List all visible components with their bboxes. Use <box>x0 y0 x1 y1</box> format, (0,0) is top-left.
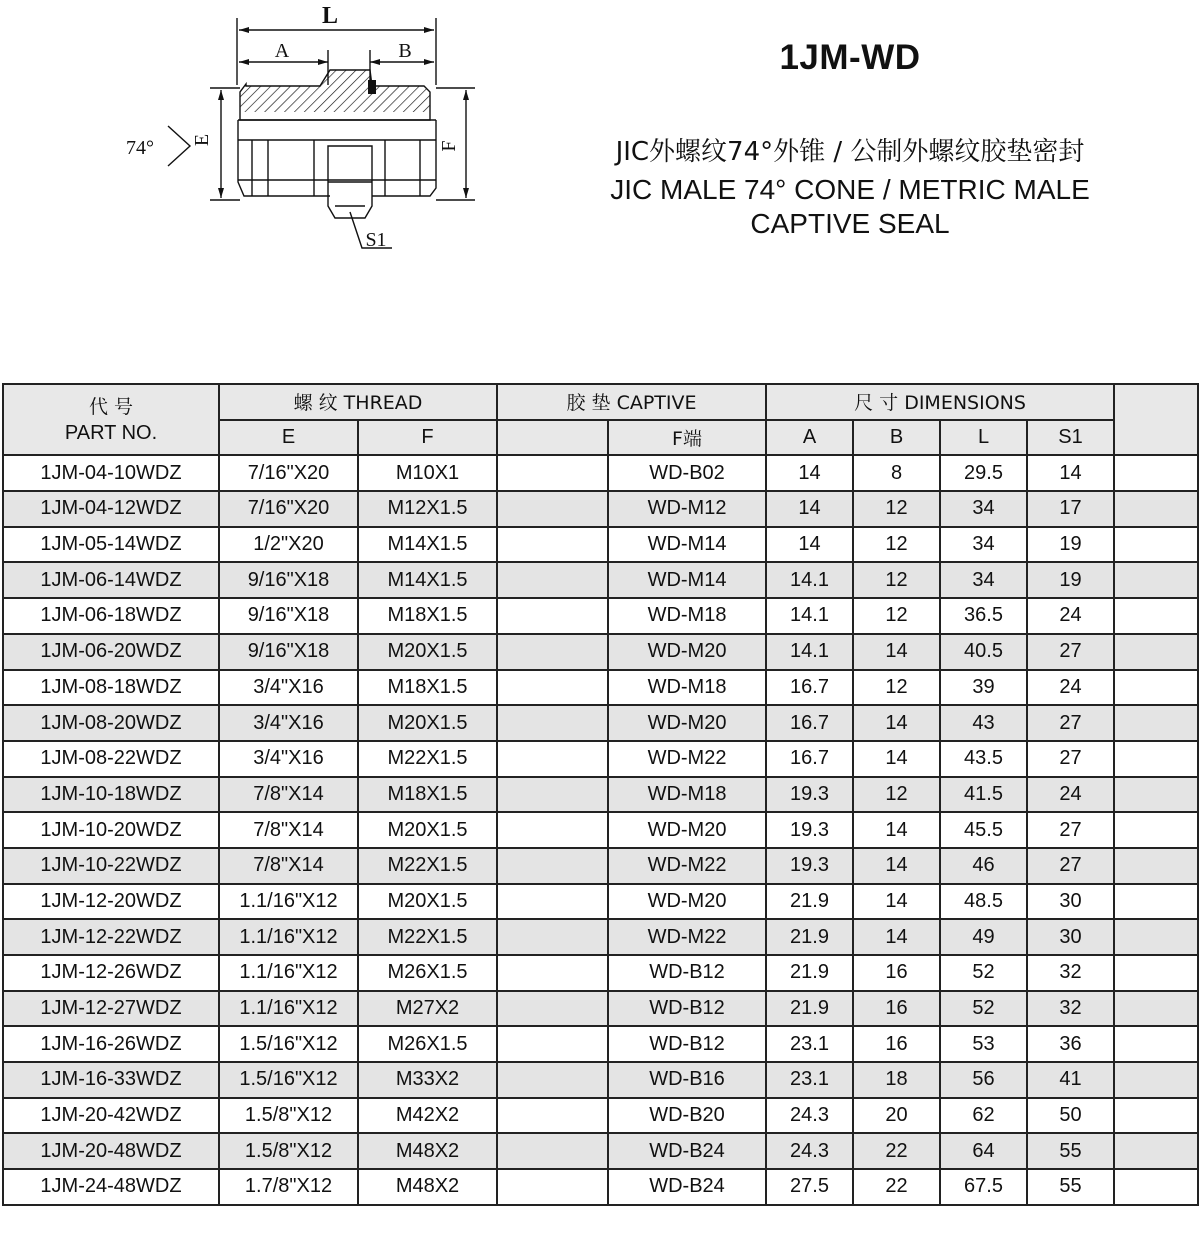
cell-dim-S1: 30 <box>1027 919 1114 955</box>
cell-captive: WD-M22 <box>608 741 766 777</box>
cell-dim-A: 14 <box>766 527 853 563</box>
cell-part-no: 1JM-06-20WDZ <box>3 634 219 670</box>
cell-captive: WD-M18 <box>608 670 766 706</box>
cell-captive: WD-B16 <box>608 1062 766 1098</box>
cell-dim-S1: 32 <box>1027 991 1114 1027</box>
cell-dim-L: 34 <box>940 527 1027 563</box>
cell-thread-E: 7/8"X14 <box>219 848 358 884</box>
cell-part-no: 1JM-16-26WDZ <box>3 1026 219 1062</box>
cell-blank <box>1114 1098 1198 1134</box>
cell-dim-S1: 55 <box>1027 1169 1114 1205</box>
table-row <box>3 741 1198 777</box>
cell-thread-E: 1.1/16"X12 <box>219 919 358 955</box>
cell-blank <box>1114 1062 1198 1098</box>
cell-thread-F: M26X1.5 <box>358 955 497 991</box>
cell-dim-L: 43 <box>940 705 1027 741</box>
cell-part-no: 1JM-06-14WDZ <box>3 562 219 598</box>
cell-captive: WD-M12 <box>608 491 766 527</box>
cell-captive: WD-M22 <box>608 919 766 955</box>
cell-dim-L: 43.5 <box>940 741 1027 777</box>
cell-blank <box>1114 634 1198 670</box>
subtitle-english-line1: JIC MALE 74° CONE / METRIC MALE <box>610 174 1090 205</box>
cell-dim-B: 16 <box>853 955 940 991</box>
cell-blank <box>1114 491 1198 527</box>
header-dimensions: 尺 寸 DIMENSIONS <box>766 384 1114 420</box>
cell-thread-E: 1/2"X20 <box>219 527 358 563</box>
cell-dim-B: 12 <box>853 527 940 563</box>
cell-part-no: 1JM-08-20WDZ <box>3 705 219 741</box>
cell-dim-L: 40.5 <box>940 634 1027 670</box>
cell-dim-B: 8 <box>853 455 940 491</box>
cell-dim-L: 39 <box>940 670 1027 706</box>
cell-blank <box>497 670 608 706</box>
cell-blank <box>497 1026 608 1062</box>
cell-dim-B: 14 <box>853 919 940 955</box>
header-part-en: PART NO. <box>64 421 158 444</box>
cell-dim-S1: 30 <box>1027 884 1114 920</box>
dim-label-S1: S1 <box>365 229 387 251</box>
dim-label-F: F <box>438 140 460 152</box>
cell-blank <box>1114 919 1198 955</box>
cell-captive: WD-M20 <box>608 884 766 920</box>
subtitle-chinese: JIC外螺纹74°外锥 / 公制外螺纹胶垫密封 <box>615 137 1085 167</box>
cell-blank <box>497 455 608 491</box>
cell-dim-S1: 24 <box>1027 777 1114 813</box>
cell-thread-E: 9/16"X18 <box>219 598 358 634</box>
cell-captive: WD-M18 <box>608 777 766 813</box>
table-row <box>3 491 1198 527</box>
cell-thread-F: M27X2 <box>358 991 497 1027</box>
cell-dim-A: 21.9 <box>766 991 853 1027</box>
cell-part-no: 1JM-08-22WDZ <box>3 741 219 777</box>
table-row <box>3 812 1198 848</box>
header-col-captive-blank <box>497 420 608 456</box>
cell-blank <box>497 848 608 884</box>
dim-label-E: E <box>191 133 213 147</box>
cell-dim-L: 49 <box>940 919 1027 955</box>
cell-thread-F: M22X1.5 <box>358 919 497 955</box>
table-row <box>3 991 1198 1027</box>
cell-blank <box>497 1062 608 1098</box>
cell-dim-B: 14 <box>853 705 940 741</box>
cell-dim-L: 34 <box>940 491 1027 527</box>
cell-blank <box>497 919 608 955</box>
cell-thread-E: 9/16"X18 <box>219 562 358 598</box>
header-col-F: F <box>358 420 497 456</box>
cell-part-no: 1JM-24-48WDZ <box>3 1169 219 1205</box>
cell-part-no: 1JM-12-26WDZ <box>3 955 219 991</box>
cell-thread-E: 1.7/8"X12 <box>219 1169 358 1205</box>
cell-dim-A: 21.9 <box>766 955 853 991</box>
cell-thread-F: M18X1.5 <box>358 777 497 813</box>
cell-part-no: 1JM-12-20WDZ <box>3 884 219 920</box>
cell-dim-S1: 27 <box>1027 705 1114 741</box>
cell-dim-A: 21.9 <box>766 884 853 920</box>
cell-dim-S1: 27 <box>1027 741 1114 777</box>
table-row <box>3 919 1198 955</box>
cell-blank <box>497 812 608 848</box>
cell-dim-L: 67.5 <box>940 1169 1027 1205</box>
cell-captive: WD-M20 <box>608 634 766 670</box>
table-row <box>3 705 1198 741</box>
cell-dim-S1: 27 <box>1027 812 1114 848</box>
cell-blank <box>1114 955 1198 991</box>
cell-blank <box>1114 1026 1198 1062</box>
cell-blank <box>497 991 608 1027</box>
cell-part-no: 1JM-04-10WDZ <box>3 455 219 491</box>
cell-blank <box>1114 527 1198 563</box>
cell-thread-F: M18X1.5 <box>358 598 497 634</box>
cell-blank <box>1114 562 1198 598</box>
table-row <box>3 455 1198 491</box>
cell-blank <box>497 1133 608 1169</box>
cell-dim-B: 14 <box>853 812 940 848</box>
cell-thread-F: M20X1.5 <box>358 634 497 670</box>
cell-captive: WD-B24 <box>608 1133 766 1169</box>
cell-part-no: 1JM-20-42WDZ <box>3 1098 219 1134</box>
cell-blank <box>497 777 608 813</box>
cell-blank <box>497 634 608 670</box>
header-col-E: E <box>219 420 358 456</box>
cell-captive: WD-B12 <box>608 991 766 1027</box>
cell-dim-S1: 17 <box>1027 491 1114 527</box>
cell-dim-L: 34 <box>940 562 1027 598</box>
cell-captive: WD-B24 <box>608 1169 766 1205</box>
cell-captive: WD-M20 <box>608 705 766 741</box>
cell-dim-S1: 50 <box>1027 1098 1114 1134</box>
cell-captive: WD-M22 <box>608 848 766 884</box>
cell-dim-L: 52 <box>940 955 1027 991</box>
table-row <box>3 777 1198 813</box>
angle-label: 74° <box>126 137 154 159</box>
cell-blank <box>1114 670 1198 706</box>
cell-thread-E: 1.5/16"X12 <box>219 1062 358 1098</box>
cell-dim-S1: 27 <box>1027 634 1114 670</box>
cell-dim-B: 12 <box>853 598 940 634</box>
header-col-B: B <box>853 420 940 456</box>
cell-dim-B: 12 <box>853 777 940 813</box>
cell-dim-A: 24.3 <box>766 1133 853 1169</box>
table-row <box>3 634 1198 670</box>
table-row <box>3 848 1198 884</box>
cell-dim-B: 22 <box>853 1169 940 1205</box>
cell-thread-F: M26X1.5 <box>358 1026 497 1062</box>
cell-thread-E: 3/4"X16 <box>219 705 358 741</box>
cell-blank <box>1114 848 1198 884</box>
cell-blank <box>1114 1133 1198 1169</box>
cell-thread-E: 1.5/16"X12 <box>219 1026 358 1062</box>
cell-dim-B: 18 <box>853 1062 940 1098</box>
cell-part-no: 1JM-10-18WDZ <box>3 777 219 813</box>
cell-dim-L: 48.5 <box>940 884 1027 920</box>
cell-thread-E: 9/16"X18 <box>219 634 358 670</box>
header-part-cn: 代 号 <box>88 395 134 418</box>
table-row <box>3 1098 1198 1134</box>
cell-dim-B: 16 <box>853 991 940 1027</box>
cell-blank <box>497 884 608 920</box>
cell-dim-A: 14 <box>766 455 853 491</box>
cell-thread-F: M22X1.5 <box>358 741 497 777</box>
cell-part-no: 1JM-12-22WDZ <box>3 919 219 955</box>
header-col-L: L <box>940 420 1027 456</box>
cell-dim-A: 21.9 <box>766 919 853 955</box>
table-row <box>3 527 1198 563</box>
cell-captive: WD-M14 <box>608 527 766 563</box>
cell-blank <box>497 527 608 563</box>
cell-dim-A: 24.3 <box>766 1098 853 1134</box>
cell-thread-F: M48X2 <box>358 1133 497 1169</box>
cell-thread-E: 7/8"X14 <box>219 812 358 848</box>
cell-thread-F: M42X2 <box>358 1098 497 1134</box>
header-captive: 胶 垫 CAPTIVE <box>497 384 766 420</box>
header-blank <box>1114 384 1198 455</box>
table-header-row <box>3 384 1198 420</box>
table-row <box>3 955 1198 991</box>
cell-blank <box>1114 598 1198 634</box>
cell-dim-S1: 19 <box>1027 562 1114 598</box>
cell-thread-E: 1.5/8"X12 <box>219 1098 358 1134</box>
cell-captive: WD-B02 <box>608 455 766 491</box>
dim-label-B: B <box>398 40 412 62</box>
cell-dim-A: 23.1 <box>766 1026 853 1062</box>
cell-captive: WD-B12 <box>608 1026 766 1062</box>
table-row <box>3 1026 1198 1062</box>
cell-captive: WD-M14 <box>608 562 766 598</box>
cell-thread-E: 3/4"X16 <box>219 741 358 777</box>
cell-thread-E: 1.1/16"X12 <box>219 884 358 920</box>
header-thread: 螺 纹 THREAD <box>219 384 497 420</box>
cell-thread-F: M20X1.5 <box>358 705 497 741</box>
cell-dim-S1: 24 <box>1027 670 1114 706</box>
cell-captive: WD-M20 <box>608 812 766 848</box>
cell-thread-F: M14X1.5 <box>358 527 497 563</box>
cell-dim-S1: 19 <box>1027 527 1114 563</box>
cell-dim-B: 14 <box>853 884 940 920</box>
cell-dim-A: 19.3 <box>766 848 853 884</box>
dim-label-A: A <box>274 40 290 62</box>
cell-dim-S1: 24 <box>1027 598 1114 634</box>
table-row <box>3 1062 1198 1098</box>
cell-dim-B: 12 <box>853 491 940 527</box>
cell-dim-B: 22 <box>853 1133 940 1169</box>
cell-dim-A: 16.7 <box>766 741 853 777</box>
cell-blank <box>1114 741 1198 777</box>
table-row <box>3 1133 1198 1169</box>
cell-thread-F: M22X1.5 <box>358 848 497 884</box>
cell-blank <box>497 705 608 741</box>
cell-dim-A: 19.3 <box>766 777 853 813</box>
cell-dim-S1: 27 <box>1027 848 1114 884</box>
cell-blank <box>497 1169 608 1205</box>
page-title: 1JM-WD <box>779 38 921 77</box>
cell-captive: WD-B12 <box>608 955 766 991</box>
cell-blank <box>497 562 608 598</box>
spec-table <box>2 383 1199 1206</box>
dim-label-L: L <box>321 3 339 29</box>
cell-dim-B: 20 <box>853 1098 940 1134</box>
cell-blank <box>497 598 608 634</box>
cell-dim-A: 14 <box>766 491 853 527</box>
cell-blank <box>1114 777 1198 813</box>
cell-dim-S1: 32 <box>1027 955 1114 991</box>
cell-dim-L: 36.5 <box>940 598 1027 634</box>
cell-dim-L: 64 <box>940 1133 1027 1169</box>
table-row <box>3 1169 1198 1205</box>
cell-blank <box>497 1098 608 1134</box>
table-row <box>3 598 1198 634</box>
cell-dim-B: 14 <box>853 634 940 670</box>
cell-dim-A: 16.7 <box>766 705 853 741</box>
cell-blank <box>1114 884 1198 920</box>
cell-thread-E: 7/8"X14 <box>219 777 358 813</box>
cell-thread-E: 3/4"X16 <box>219 670 358 706</box>
cell-dim-L: 56 <box>940 1062 1027 1098</box>
cell-dim-A: 14.1 <box>766 598 853 634</box>
cell-dim-A: 14.1 <box>766 562 853 598</box>
cell-part-no: 1JM-06-18WDZ <box>3 598 219 634</box>
cell-dim-L: 62 <box>940 1098 1027 1134</box>
header-col-S1: S1 <box>1027 420 1114 456</box>
cell-part-no: 1JM-20-48WDZ <box>3 1133 219 1169</box>
cell-dim-B: 12 <box>853 670 940 706</box>
cell-blank <box>1114 705 1198 741</box>
cell-thread-E: 7/16"X20 <box>219 455 358 491</box>
cell-part-no: 1JM-08-18WDZ <box>3 670 219 706</box>
cell-dim-A: 23.1 <box>766 1062 853 1098</box>
cell-blank <box>497 955 608 991</box>
cell-dim-L: 52 <box>940 991 1027 1027</box>
cell-part-no: 1JM-05-14WDZ <box>3 527 219 563</box>
table-row <box>3 562 1198 598</box>
cell-dim-A: 19.3 <box>766 812 853 848</box>
cell-dim-L: 29.5 <box>940 455 1027 491</box>
header-part-no <box>3 384 219 455</box>
cell-thread-F: M20X1.5 <box>358 884 497 920</box>
cell-part-no: 1JM-10-20WDZ <box>3 812 219 848</box>
cell-dim-L: 45.5 <box>940 812 1027 848</box>
header-col-F-end: F端 <box>608 420 766 456</box>
cell-dim-B: 16 <box>853 1026 940 1062</box>
cell-captive: WD-B20 <box>608 1098 766 1134</box>
cell-blank <box>1114 455 1198 491</box>
cell-thread-F: M12X1.5 <box>358 491 497 527</box>
cell-blank <box>1114 1169 1198 1205</box>
cell-thread-F: M33X2 <box>358 1062 497 1098</box>
cell-blank <box>497 491 608 527</box>
cell-dim-S1: 55 <box>1027 1133 1114 1169</box>
subtitle-english-line2: CAPTIVE SEAL <box>750 208 950 239</box>
table-body <box>3 455 1198 1204</box>
cell-thread-E: 1.1/16"X12 <box>219 991 358 1027</box>
cell-part-no: 1JM-04-12WDZ <box>3 491 219 527</box>
cell-dim-B: 14 <box>853 741 940 777</box>
cell-dim-B: 12 <box>853 562 940 598</box>
cell-dim-S1: 41 <box>1027 1062 1114 1098</box>
cell-dim-A: 16.7 <box>766 670 853 706</box>
cell-blank <box>1114 991 1198 1027</box>
cell-thread-F: M10X1 <box>358 455 497 491</box>
cell-thread-E: 1.1/16"X12 <box>219 955 358 991</box>
cell-dim-A: 27.5 <box>766 1169 853 1205</box>
cell-captive: WD-M18 <box>608 598 766 634</box>
cell-dim-L: 53 <box>940 1026 1027 1062</box>
header-col-A: A <box>766 420 853 456</box>
cell-dim-B: 14 <box>853 848 940 884</box>
table-row <box>3 884 1198 920</box>
cell-thread-F: M20X1.5 <box>358 812 497 848</box>
cell-thread-E: 7/16"X20 <box>219 491 358 527</box>
cell-part-no: 1JM-12-27WDZ <box>3 991 219 1027</box>
table-row <box>3 670 1198 706</box>
cell-dim-S1: 14 <box>1027 455 1114 491</box>
cell-dim-A: 14.1 <box>766 634 853 670</box>
cell-dim-S1: 36 <box>1027 1026 1114 1062</box>
cell-part-no: 1JM-16-33WDZ <box>3 1062 219 1098</box>
cell-dim-L: 41.5 <box>940 777 1027 813</box>
fitting-drawing <box>110 0 500 260</box>
cell-thread-F: M18X1.5 <box>358 670 497 706</box>
cell-thread-F: M48X2 <box>358 1169 497 1205</box>
cell-thread-E: 1.5/8"X12 <box>219 1133 358 1169</box>
cell-thread-F: M14X1.5 <box>358 562 497 598</box>
cell-dim-L: 46 <box>940 848 1027 884</box>
cell-blank <box>497 741 608 777</box>
cell-part-no: 1JM-10-22WDZ <box>3 848 219 884</box>
cell-blank <box>1114 812 1198 848</box>
